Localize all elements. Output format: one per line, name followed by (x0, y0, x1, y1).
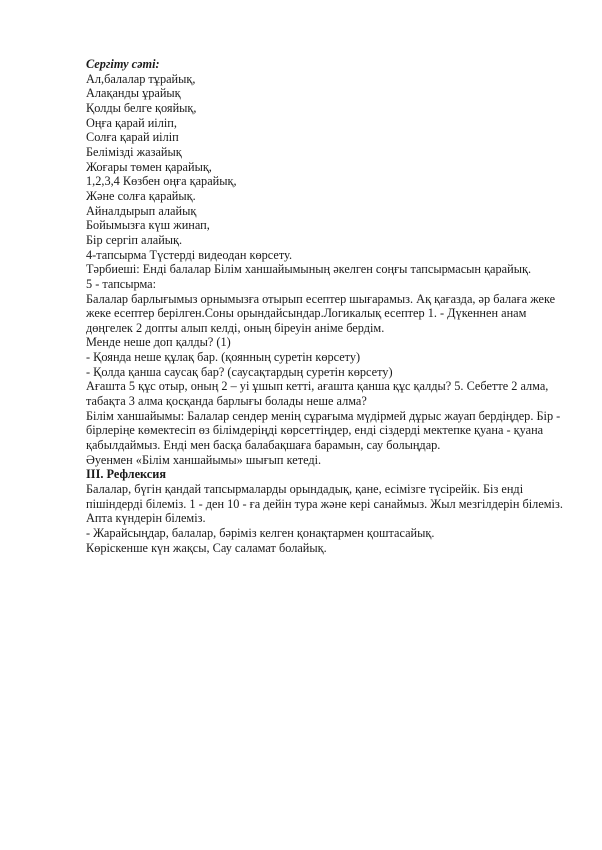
poem-line: Белімізді жазайық (86, 144, 182, 159)
poem-line: Оңға қарай иіліп, (86, 115, 177, 130)
text-line: дөңгелек 2 допты алып келді, оның біреуін аніме бердім. (86, 320, 385, 335)
text-line: пішіндерді білеміз. 1 - ден 10 - ға дейін тура және кері санаймыз. Жыл мезгілдерін білеміз. (86, 496, 563, 511)
poem-line: Және солға қарайық. (86, 188, 196, 203)
poem-line: Жоғары төмен қарайық, (86, 159, 212, 174)
text-line: Білім ханшайымы: Балалар сендер менің сұрағыма мүдірмей дұрыс жауап бердіңдер. Бір - (86, 408, 561, 423)
text-line: - Жарайсыңдар, балалар, бәріміз келген қонақтармен қоштасайық. (86, 526, 435, 540)
text-line: Апта күндерін білеміз. (86, 511, 206, 526)
poem (86, 72, 556, 248)
lesson-body (86, 247, 561, 468)
text-line: жеке есептер берілген.Соны орындайсындар.Логикалық есептер 1. - Дүкеннен анам (86, 306, 527, 321)
reflection-body (86, 482, 563, 555)
text-line: - Қолда қанша саусақ бар? (саусақтардың суретін көрсету) (86, 364, 393, 379)
text-line: табақта 3 алма қосқанда барлығы болады неше алма? (86, 394, 367, 409)
poem-line: Бойымызға күш жинап, (86, 218, 210, 233)
text-line: 5 - тапсырма: (86, 276, 157, 291)
text-line: - Қоянда неше құлақ бар. (қоянның суретін көрсету) (86, 350, 361, 365)
document-page (86, 57, 563, 555)
text-line: Көріскенше күн жақсы, Сау саламат болайық. (86, 540, 327, 555)
poem-line: Қолды белге қояйық, (86, 100, 197, 115)
text-line: Менде неше доп қалды? (1) (86, 335, 231, 350)
text-line: бірлеріңе көмектесіп өз білімдеріңді көрсеттіңдер, енді сіздерді мектепке қуана - қуана (86, 423, 544, 438)
text-line: қабылдаймыз. Енді мен басқа балабақшаға барамын, сау болыңдар. (86, 438, 441, 453)
poem-line: Алақанды ұрайық (86, 86, 181, 101)
section-title: Сергіту сәті: (86, 57, 160, 71)
text-line: Әуенмен «Білім ханшайымы» шығып кетеді. (86, 452, 322, 467)
poem-line: Айналдырып алайық (86, 203, 197, 218)
poem-line: 1,2,3,4 Көзбен оңға қарайық, (86, 174, 237, 189)
text-line: Ағашта 5 құс отыр, оның 2 – уі ұшып кетті, ағашта қанша құс қалды? 5. Себетте 2 алма, (86, 379, 549, 394)
text-line: Балалар, бүгін қандай тапсырмаларды орындадық, қане, есімізге түсірейік. Біз енді (86, 482, 524, 497)
text-line: Балалар барлығымыз орнымызға отырып есептер шығарамыз. Ақ қағазда, әр балаға жеке (86, 291, 556, 306)
text-line: Тәрбиеші: Енді балалар Білім ханшайымының әкелген соңғы тапсырмасын қарайық. (86, 262, 532, 277)
poem-line: Бір сергіп алайық. (86, 232, 183, 247)
reflection-title: III. Рефлексия (86, 467, 166, 482)
text-line: 4-тапсырма Түстерді видеодан көрсету. (86, 247, 293, 262)
poem-line: Солға қарай иіліп (86, 130, 179, 145)
poem-line: Ал,балалар тұрайық, (86, 71, 196, 86)
